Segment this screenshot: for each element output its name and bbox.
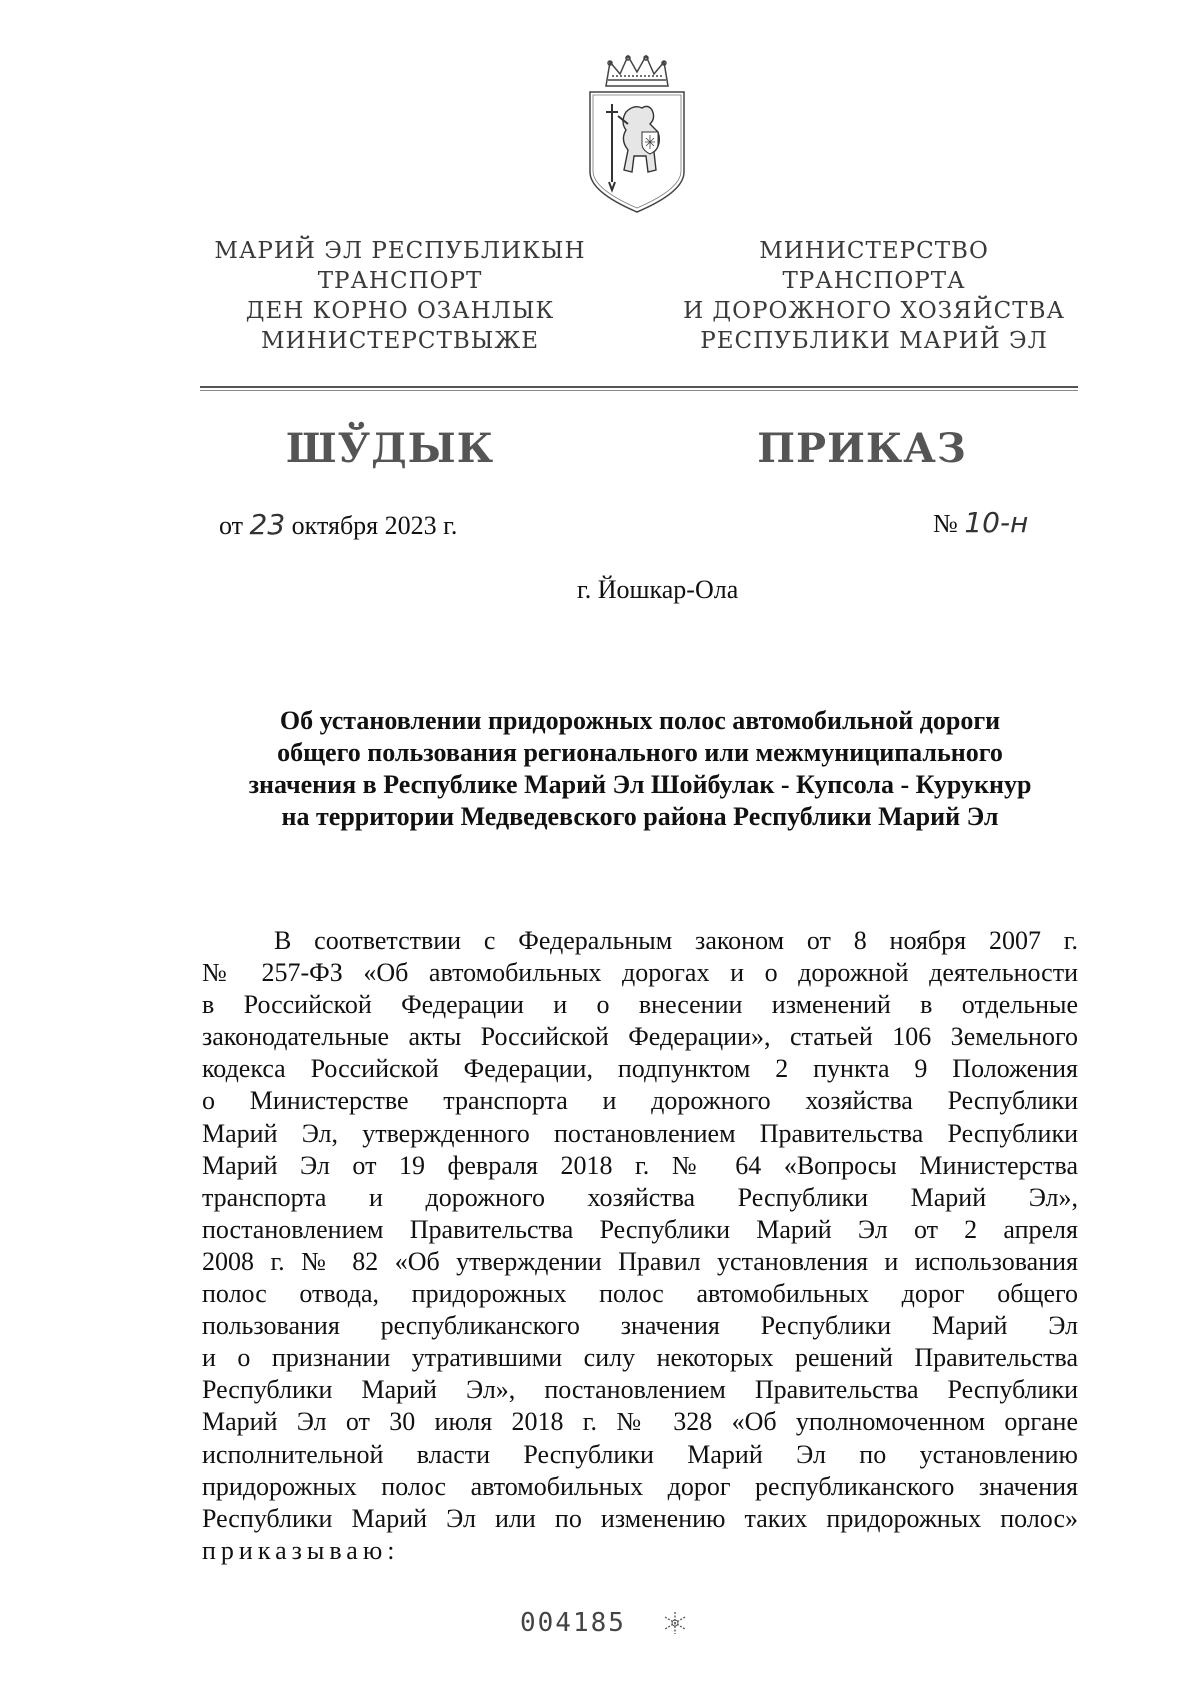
header-right-block <box>664 236 1084 356</box>
body-line: кодекса Российской Федерации, подпунктом 2 пункта 9 Положения <box>202 1054 1078 1084</box>
body-line: законодательные акты Российской Федерации», статьей 106 Земельного <box>202 1022 1078 1052</box>
header-divider-thin <box>200 390 1078 391</box>
star-icon <box>662 1610 688 1636</box>
number-value-handwritten: 10-н <box>964 506 1029 539</box>
body-line: о Министерстве транспорта и дорожного хозяйства Республики <box>202 1086 1078 1116</box>
date-prefix: от <box>219 511 244 540</box>
body-line-order-word: приказываю: <box>202 1535 400 1565</box>
header-left-line: ТРАНСПОРТ <box>317 268 483 294</box>
date-rest: октября 2023 г. <box>291 511 458 540</box>
header-left-line: МАРИЙ ЭЛ РЕСПУБЛИКЫН <box>214 238 586 264</box>
number-prefix: № <box>933 509 958 538</box>
body-line: Марий Эл от 30 июля 2018 г. № 328 «Об уполномоченном органе <box>202 1407 1078 1437</box>
body-line: в Российской Федерации и о внесении изменений в отдельные <box>202 990 1078 1020</box>
body-line: Марий Эл, утвержденного постановлением Правительства Республики <box>202 1118 1078 1148</box>
coat-of-arms-emblem <box>582 52 692 217</box>
subject-line: общего пользования регионального или межмуниципального <box>277 738 1003 767</box>
header-right-line: ТРАНСПОРТА <box>782 268 966 294</box>
document-subject <box>200 705 1080 833</box>
body-line: транспорта и дорожного хозяйства Республики Марий Эл», <box>202 1182 1078 1212</box>
body-line: Республики Марий Эл или по изменению таких придорожных полос» <box>202 1503 1078 1533</box>
body-line: № 257-ФЗ «Об автомобильных дорогах и о дорожной деятельности <box>202 958 1078 988</box>
body-line: и о признании утратившими силу некоторых решений Правительства <box>202 1343 1078 1373</box>
body-line: Республики Марий Эл», постановлением Правительства Республики <box>202 1375 1078 1405</box>
body-line: постановлением Правительства Республики Марий Эл от 2 апреля <box>202 1214 1078 1244</box>
body-paragraph <box>202 925 1078 1567</box>
header-left-line: ДЕН КОРНО ОЗАНЛЫК <box>245 298 555 324</box>
header-left-block <box>190 236 610 356</box>
header-left-line: МИНИСТЕРСТВЫЖЕ <box>260 328 540 354</box>
subject-line: значения в Республике Марий Эл Шойбулак - Купсола - Курукнур <box>248 770 1032 799</box>
body-line: исполнительной власти Республики Марий Эл по установлению <box>202 1439 1078 1469</box>
doc-type-mari: ШЎДЫК <box>285 425 495 472</box>
header-right-line: РЕСПУБЛИКИ МАРИЙ ЭЛ <box>700 328 1048 354</box>
body-line: В соответствии с Федеральным законом от 8 ноября 2007 г. <box>274 926 1078 955</box>
body-line: 2008 г. № 82 «Об утверждении Правил установления и использования <box>202 1246 1078 1276</box>
subject-line: на территории Медведевского района Республики Марий Эл <box>281 802 999 831</box>
header-divider <box>200 386 1078 388</box>
document-date <box>219 508 457 541</box>
subject-line: Об установлении придорожных полос автомобильной дороги <box>279 706 1001 735</box>
city: г. Йошкар-Ола <box>577 575 739 604</box>
body-line: Марий Эл от 19 февраля 2018 г. № 64 «Вопросы Министерства <box>202 1150 1078 1180</box>
header-right-line: И ДОРОЖНОГО ХОЗЯЙСТВА <box>683 298 1065 324</box>
body-line: полос отвода, придорожных полос автомобильных дорог общего <box>202 1279 1078 1309</box>
document-number <box>933 506 1028 539</box>
doc-type-russian: ПРИКАЗ <box>757 425 967 472</box>
body-line: придорожных полос автомобильных дорог республиканского значения <box>202 1471 1078 1501</box>
form-serial-number: 004185 <box>520 1608 626 1638</box>
header-right-line: МИНИСТЕРСТВО <box>759 238 989 264</box>
body-line: пользования республиканского значения Республики Марий Эл <box>202 1311 1078 1341</box>
date-day-handwritten: 23 <box>249 508 286 541</box>
